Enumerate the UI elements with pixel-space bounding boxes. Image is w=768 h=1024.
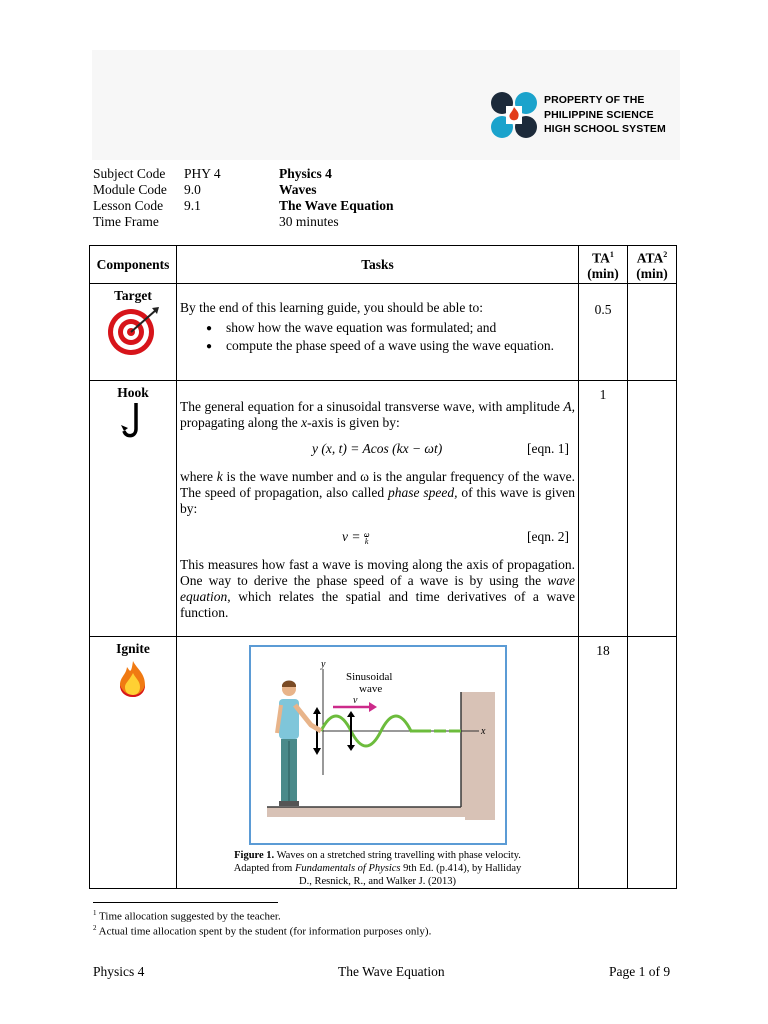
tasks-ignite (177, 637, 579, 889)
header-ta: $TA^1$ (min) (579, 246, 628, 284)
logo-text: PROPERTY OF THE PHILIPPINE SCIENCE HIGH SCHOOL SYSTEM (544, 94, 666, 135)
header-components: Components (90, 246, 177, 284)
row-target (90, 284, 677, 381)
equation-1: y (x, t) = Acos (kx − ωt) [eqn. 1] (312, 441, 569, 456)
fig-label-v: v (352, 695, 357, 706)
figure-wave-on-string (249, 645, 507, 845)
hook-paragraph-2: where k is the wave number and ω is the angular frequency of the wave. The speed of propagation, also called phase speed, of this wave is given by: (180, 469, 576, 516)
objective-item: ● show how the wave equation was formulated; and (206, 320, 575, 336)
footer-subject: Physics 4 (93, 964, 145, 979)
component-ignite: Ignite (90, 637, 177, 889)
equation-2: v = ω k [eqn. 2] (342, 529, 569, 546)
ta-hook: 1 (579, 381, 628, 637)
footnote-rule (93, 902, 278, 903)
footer-title: The Wave Equation (338, 964, 445, 979)
fire-icon (115, 659, 151, 699)
footer-page: Page 1 of 9 (609, 964, 671, 979)
fig-label-sinusoidal: Sinusoidal (345, 671, 392, 683)
hook-paragraph-1: The general equation for a sinusoidal transverse wave, with amplitude A, propagating along the x-axis is given by: (180, 399, 575, 430)
hook-paragraph-3: This measures how fast a wave is moving along the axis of propagation. One way to derive the phase speed of a wave is by using the wave equation, which relates the spatial and time derivatives of a wave function. (180, 557, 575, 620)
ata-target (628, 284, 677, 381)
table-header-row (90, 246, 677, 284)
header-tasks: Tasks (177, 246, 579, 284)
fig-label-y: y (320, 659, 325, 670)
ta-target: 0.5 (579, 284, 628, 381)
ata-ignite (628, 637, 677, 889)
tasks-hook (177, 381, 579, 637)
figure-caption: Figure 1. Waves on a stretched string travelling with phase velocity. Adapted from Fundamentals of Physics 9th Ed. (p.414), by Halliday D., Resnick, R., and Walker J. (2013) (233, 850, 522, 887)
header-ata: ATA$^2$ (min) (628, 246, 677, 284)
pshs-logo (490, 92, 538, 138)
row-ignite (90, 637, 677, 889)
lesson-table (89, 245, 677, 889)
hook-icon (118, 401, 148, 441)
component-target: Target (90, 284, 177, 381)
wave-illustration (251, 647, 505, 843)
tasks-target: By the end of this learning guide, you should be able to: ● show how the wave equation was formulated; and ● compute the phase speed of a wave using the wave equation. (177, 284, 579, 381)
fig-label-wave: wave (358, 683, 382, 695)
objective-item: ● compute the phase speed of a wave using the wave equation. (206, 338, 575, 354)
row-hook (90, 381, 677, 637)
ta-ignite: 18 (579, 637, 628, 889)
fig-label-x: x (480, 726, 485, 737)
ata-hook (628, 381, 677, 637)
target-icon (106, 306, 160, 356)
footnote-2: $^2$ Actual time allocation spent by the student (for information purposes only). (93, 924, 432, 938)
component-hook: Hook (90, 381, 177, 637)
footnote-1: $^1$ Time allocation suggested by the teacher. (93, 909, 281, 923)
